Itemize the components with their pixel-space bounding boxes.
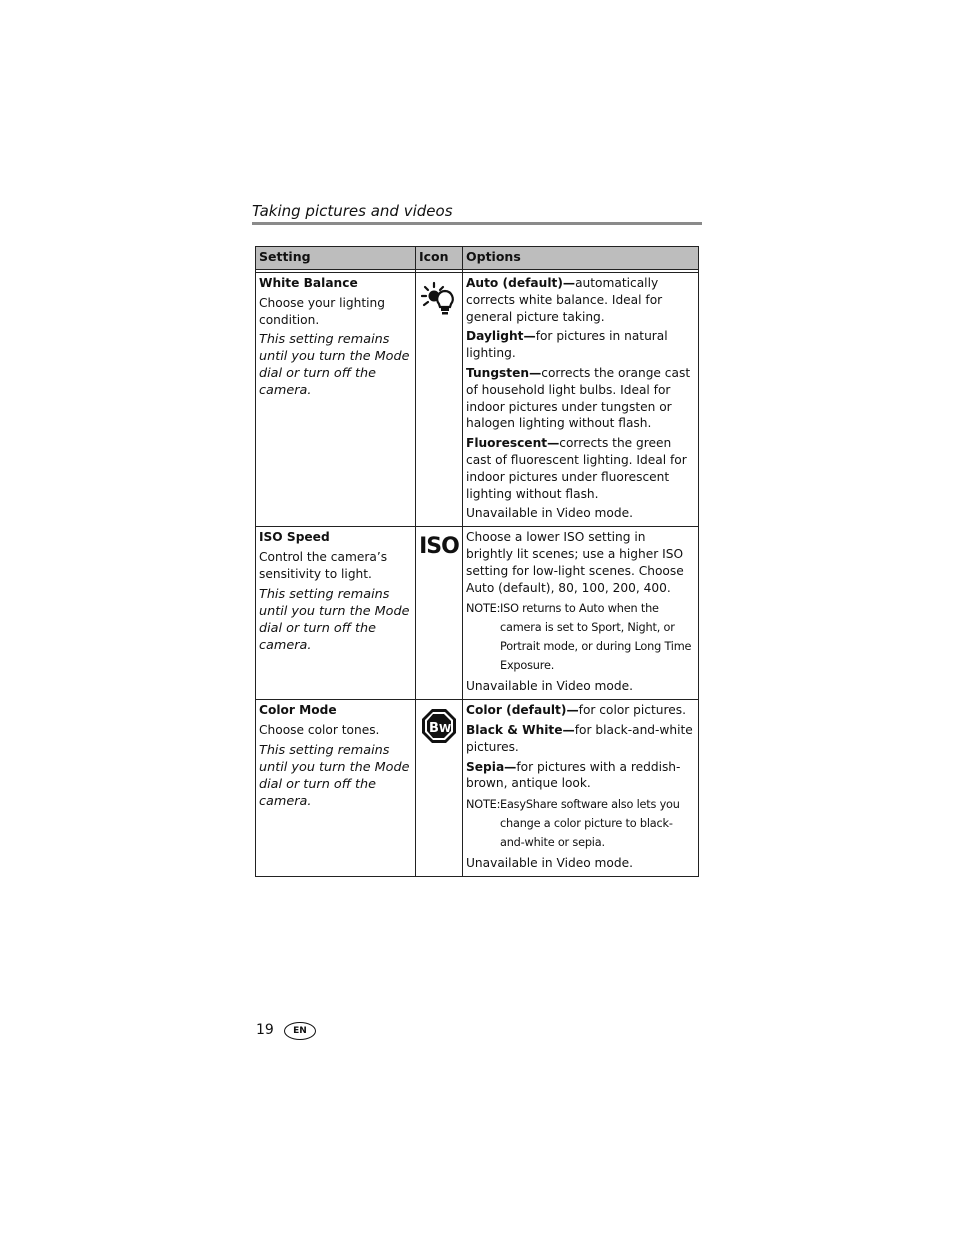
iso-icon: ISO bbox=[419, 534, 459, 560]
persist-note: This setting remains until you turn the Mode dial or turn off the camera. bbox=[259, 742, 410, 809]
setting-cell bbox=[256, 273, 416, 527]
column-header-icon: Icon bbox=[416, 247, 463, 270]
footer bbox=[256, 1022, 274, 1038]
icon-cell bbox=[416, 527, 463, 700]
persist-note: This setting remains until you turn the Mode dial or turn off the camera. bbox=[259, 586, 410, 653]
table-row bbox=[256, 527, 699, 700]
table-row bbox=[256, 700, 699, 877]
unavailable-note: Unavailable in Video mode. bbox=[466, 856, 633, 871]
option-item: Auto (default)—automatically corrects white balance. Ideal for general picture taking. bbox=[466, 276, 663, 324]
icon-cell bbox=[416, 273, 463, 527]
setting-name: White Balance bbox=[259, 276, 358, 290]
header-rule bbox=[252, 222, 702, 225]
unavailable-note: Unavailable in Video mode. bbox=[466, 679, 633, 694]
option-item: Color (default)—for color pictures. bbox=[466, 703, 686, 718]
icon-cell bbox=[416, 700, 463, 877]
white-balance-bulb-icon bbox=[421, 306, 457, 320]
option-text: Choose a lower ISO setting in brightly lit scenes; use a higher ISO setting for low-light scenes. Choose Auto (default), 80, 100, 200, 400. bbox=[466, 530, 684, 595]
options-cell bbox=[463, 273, 699, 527]
option-item: Black & White—for black-and-white pictures. bbox=[466, 722, 693, 754]
setting-name: Color Mode bbox=[259, 703, 337, 718]
option-item: Tungsten—corrects the orange cast of household light bulbs. Ideal for indoor pictures under tungsten or halogen lighting without flash. bbox=[466, 365, 691, 431]
svg-text:W: W bbox=[439, 722, 452, 736]
option-item: Sepia—for pictures with a reddish-brown, antique look. bbox=[466, 759, 681, 791]
page-number: 19 bbox=[256, 1022, 274, 1038]
language-badge: EN bbox=[284, 1022, 316, 1040]
black-white-icon bbox=[421, 721, 457, 747]
table-row bbox=[256, 273, 699, 527]
setting-cell bbox=[256, 700, 416, 877]
options-cell bbox=[463, 527, 699, 700]
setting-description: Choose color tones. bbox=[259, 722, 380, 737]
settings-table bbox=[255, 246, 699, 877]
note: NOTE:ISO returns to Auto when the camera is set to Sport, Night, or Portrait mode, or during Long Time Exposure. bbox=[466, 602, 692, 673]
option-item: Daylight—for pictures in natural lighting. bbox=[466, 329, 668, 361]
setting-description: Choose your lighting condition. bbox=[259, 295, 386, 327]
note: NOTE:EasyShare software also lets you change a color picture to black-and-white or sepia. bbox=[466, 798, 680, 850]
option-item: Fluorescent—corrects the green cast of fluorescent lighting. Ideal for indoor pictures under fluorescent lighting without flash. bbox=[466, 436, 687, 501]
table-header-row bbox=[256, 247, 699, 270]
column-header-options: Options bbox=[463, 247, 699, 270]
persist-note: This setting remains until you turn the Mode dial or turn off the camera. bbox=[259, 332, 410, 399]
section-title: Taking pictures and videos bbox=[252, 202, 453, 220]
setting-description: Control the camera’s sensitivity to light. bbox=[259, 549, 388, 581]
svg-text:B: B bbox=[429, 721, 439, 737]
setting-name: ISO Speed bbox=[259, 530, 330, 545]
column-header-setting: Setting bbox=[256, 247, 416, 270]
unavailable-note: Unavailable in Video mode. bbox=[466, 506, 633, 521]
options-cell bbox=[463, 700, 699, 877]
setting-cell bbox=[256, 527, 416, 700]
